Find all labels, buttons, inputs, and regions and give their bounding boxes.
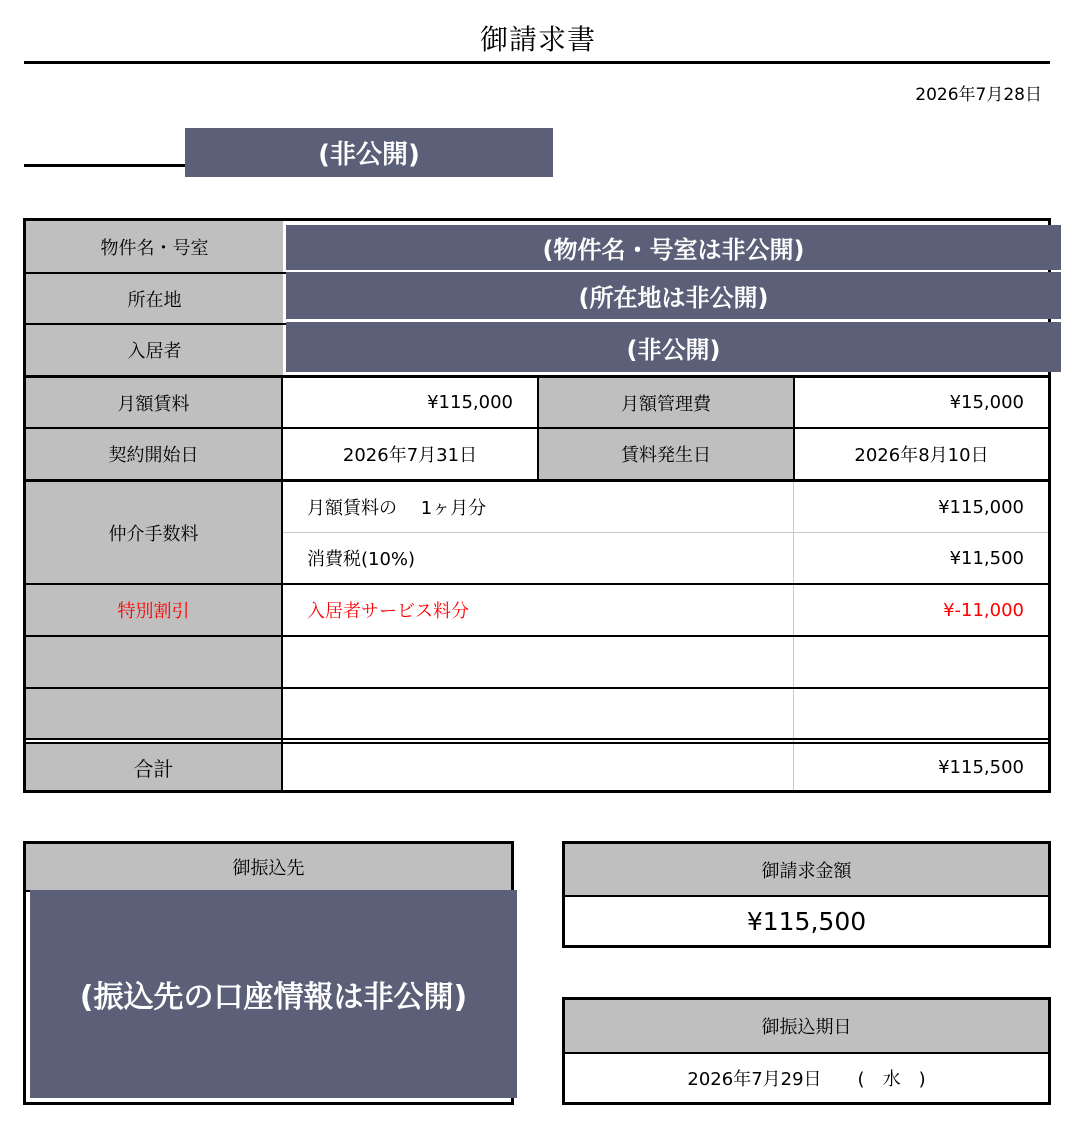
brokerage-desc: 月額賃料の 1ヶ月分	[307, 498, 487, 519]
payment-due-box	[562, 997, 1051, 1105]
tax-amount: ¥11,500	[949, 547, 1024, 569]
discount-amount: ¥-11,000	[943, 599, 1024, 621]
payment-due-label: 御振込期日	[565, 1000, 1048, 1054]
tenant-label: 入居者	[26, 325, 283, 375]
tax-desc: 消費税(10%)	[307, 549, 416, 570]
invoice-table	[23, 218, 1051, 793]
discount-desc: 入居者サービス料分	[307, 601, 469, 622]
contract-start-label: 契約開始日	[26, 429, 281, 479]
title-underline	[24, 61, 1050, 64]
tenant-masked: (非公開)	[286, 322, 1061, 372]
contract-start-value: 2026年7月31日	[342, 445, 478, 466]
row-divider	[26, 738, 1048, 740]
issue-date: 2026年7月28日	[915, 85, 1042, 105]
rent-start-value: 2026年8月10日	[854, 445, 989, 466]
brokerage-amount: ¥115,000	[938, 496, 1024, 518]
management-fee-label: 月額管理費	[539, 378, 793, 427]
management-fee-value: ¥15,000	[949, 392, 1024, 413]
property-name-masked: (物件名・号室は非公開)	[286, 225, 1061, 270]
total-label: 合計	[26, 744, 281, 790]
total-amount: ¥115,500	[938, 756, 1024, 778]
rent-label: 月額賃料	[26, 378, 281, 427]
invoice-amount-value: ¥115,500	[746, 906, 867, 936]
property-name-label: 物件名・号室	[26, 221, 283, 273]
empty-label-cell	[26, 689, 281, 738]
invoice-amount-label: 御請求金額	[565, 844, 1048, 897]
invoice-amount-box	[562, 841, 1051, 948]
bank-transfer-label: 御振込先	[26, 844, 511, 892]
address-masked: (所在地は非公開)	[286, 272, 1061, 319]
invoice-title: 御請求書	[479, 23, 596, 56]
payment-due-value: 2026年7月29日 ( 水 )	[687, 1069, 926, 1090]
recipient-underline	[24, 164, 186, 167]
recipient-masked: (非公開)	[185, 128, 553, 177]
address-label: 所在地	[26, 274, 283, 324]
rent-start-label: 賃料発生日	[539, 429, 793, 479]
bank-account-masked: (振込先の口座情報は非公開)	[30, 890, 517, 1098]
discount-label: 特別割引	[26, 585, 281, 635]
rent-value: ¥115,000	[427, 392, 513, 413]
empty-label-cell	[26, 637, 281, 687]
brokerage-fee-label: 仲介手数料	[26, 482, 281, 584]
